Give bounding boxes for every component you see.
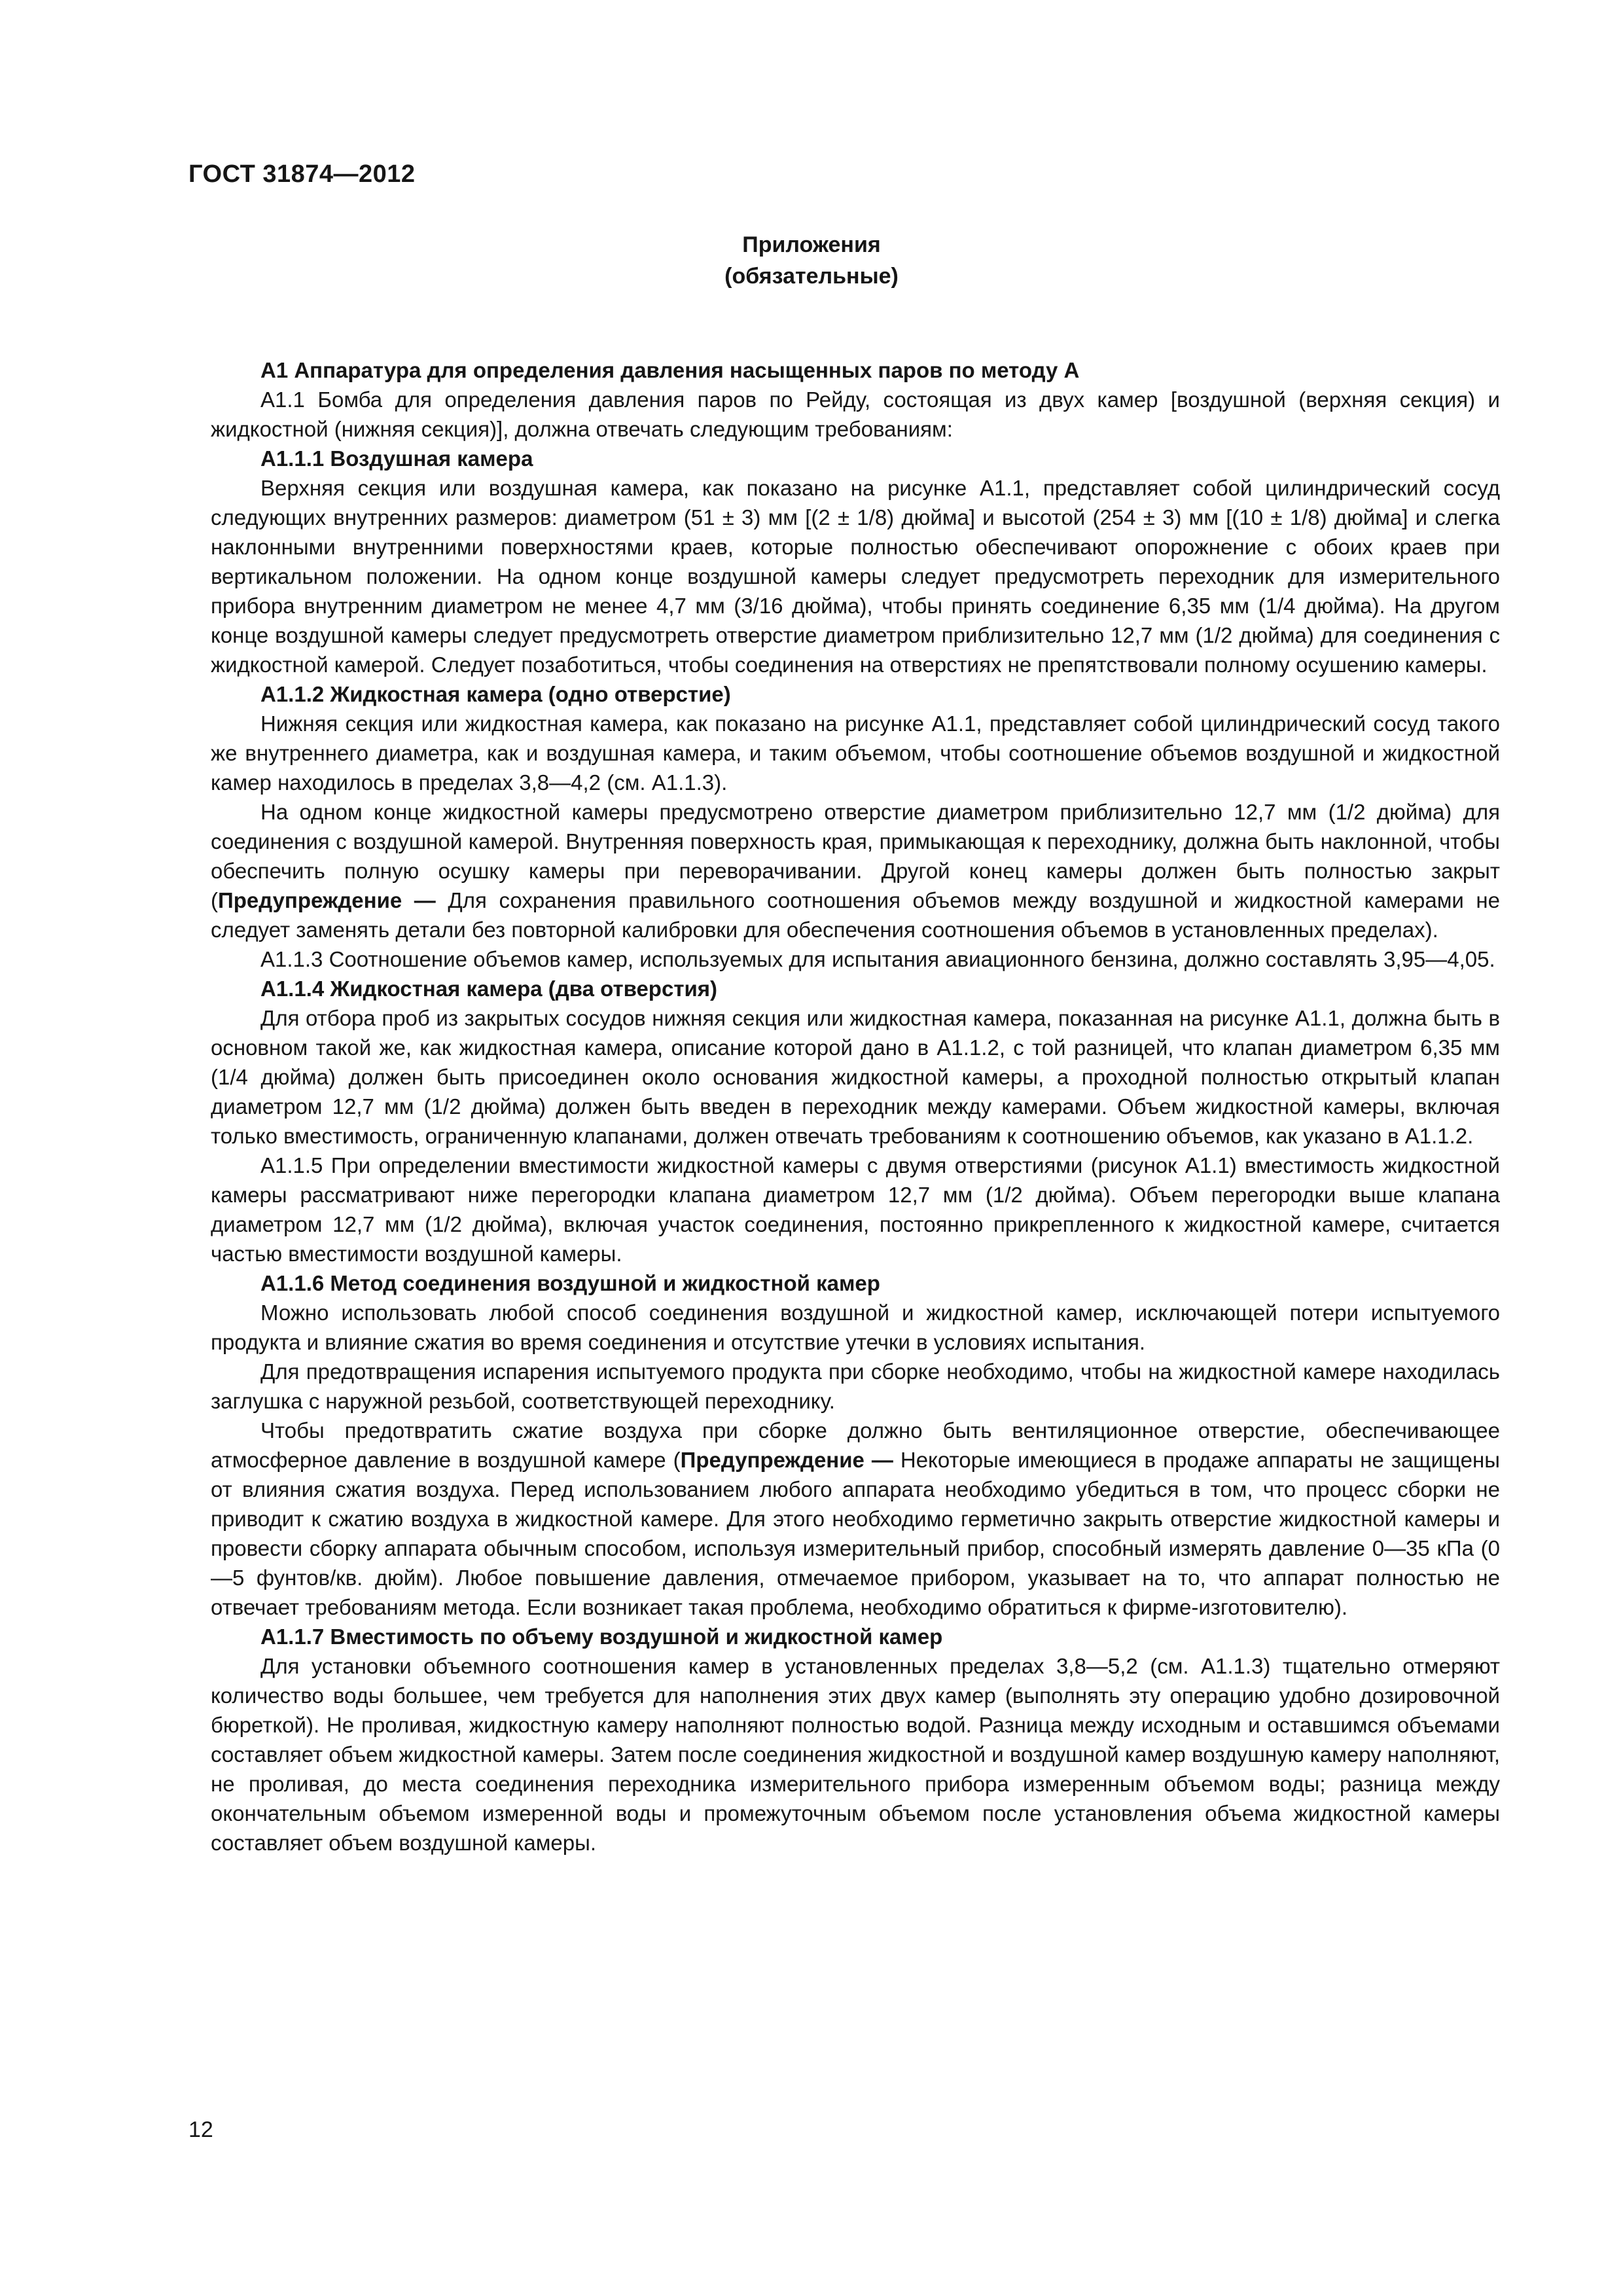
paragraph-a1-1-7: Для установки объемного соотношения камер в установленных пределах 3,8—5,2 (см. А1.1.3) тщательно отмеряют количество воды большее, чем требуется для наполнения этих двух камер (выполнять эту операцию удобно дозировочной бюреткой). Не проливая, жидкостную камеру наполняют полностью водой. Разница между исходным и оставшимся объемами составляет объем жидкостной камеры. Затем после соединения жидкостной и воздушной камер воздушную камеру наполняют, не проливая, до места соединения переходника измерительного прибора измеренным объемом воды; разница между окончательным объемом измеренной воды и промежуточным объемом после установления объема жидкостной камеры составляет объем воздушной камеры.	[211, 1654, 1500, 1855]
text-part: Чтобы предотвратить сжатие воздуха при сборке должно быть вентиляционное отверстие, обеспечивающее атмосферное давление в воздушной камере (	[211, 1418, 1500, 1472]
page-number: 12	[188, 2117, 213, 2142]
warning-label: Предупреждение —	[218, 888, 436, 912]
heading-a1-1-2: А1.1.2 Жидкостная камера (одно отверстие)	[260, 682, 731, 706]
paragraph-a1-1-2-first: Нижняя секция или жидкостная камера, как показано на рисунке А1.1, представляет собой цилиндрический сосуд такого же внутреннего диаметра, как и воздушная камера, и таким объемом, чтобы соотношение объемов воздушной и жидкостной камер находилось в пределах 3,8—4,2 (см. А1.1.3).	[211, 711, 1500, 795]
text-part: На одном конце жидкостной камеры предусмотрено отверстие диаметром приблизительно 12,7 мм (1/2 дюйма) для соединения с воздушной камерой. Внутренняя поверхность края, примыкающая к переходнику, должна быть наклонной, чтобы обеспечить полную осушку камеры при переворачивании. Другой конец камеры должен быть полностью закрыт (	[211, 800, 1500, 912]
appendix-title: Приложения	[742, 232, 881, 257]
document-body	[211, 355, 1500, 1857]
paragraph-a1-1-6-third	[211, 1416, 1500, 1622]
paragraph-a1-1-4: Для отбора проб из закрытых сосудов нижняя секция или жидкостная камера, показанная на рисунке А1.1, должна быть в основном такой же, как жидкостная камера, описание которой дано в А1.1.2, с той разницей, что клапан диаметром 6,35 мм (1/4 дюйма) должен быть присоединен около основания жидкостной камеры, а проходной полностью открытый клапан диаметром 12,7 мм (1/2 дюйма) должен быть введен в переходник между камерами. Объем жидкостной камеры, включая только вместимость, ограниченную клапанами, должен отвечать требованиям к соотношению объемов, как указано в А1.1.2.	[211, 1006, 1500, 1148]
paragraph-a1-1-6-first: Можно использовать любой способ соединения воздушной и жидкостной камер, исключающей потери испытуемого продукта и влияние сжатия во время соединения и отсутствие утечки в условиях испытания.	[211, 1300, 1500, 1354]
text-part: Некоторые имеющиеся в продаже аппараты не защищены от влияния сжатия воздуха. Перед использованием любого аппарата необходимо убедиться в том, что процесс сборки не приводит к сжатию воздуха в жидкостной камере. Для этого необходимо герметично закрыть отверстие жидкостной камеры и провести сборку аппарата обычным способом, используя измерительный прибор, способный измерять давление 0—35 кПа (0—5 фунтов/кв. дюйм). Любое повышение давления, отмечаемое прибором, указывает на то, что аппарат полностью не отвечает требованиям метода. Если возникает такая проблема, необходимо обратиться к фирме-изготовителю).	[211, 1448, 1500, 1619]
document-code: ГОСТ 31874—2012	[188, 160, 416, 188]
warning-label: Предупреждение —	[680, 1448, 893, 1472]
heading-a1-1-7: А1.1.7 Вместимость по объему воздушной и жидкостной камер	[260, 1624, 943, 1649]
section-a1-heading: А1 Аппаратура для определения давления насыщенных паров по методу А	[260, 358, 1080, 382]
paragraph-a1-1-3: А1.1.3 Соотношение объемов камер, используемых для испытания авиационного бензина, должно составлять 3,95—4,05.	[260, 947, 1495, 971]
paragraph-a1-1-5: А1.1.5 При определении вместимости жидкостной камеры с двумя отверстиями (рисунок А1.1) вместимость жидкостной камеры рассматривают ниже перегородки клапана диаметром 12,7 мм (1/2 дюйма). Объем перегородки выше клапана диаметром 12,7 мм (1/2 дюйма), включая участок соединения, постоянно прикрепленного к жидкостной камере, считается частью вместимости воздушной камеры.	[211, 1153, 1500, 1266]
text-part: Для сохранения правильного соотношения объемов между воздушной и жидкостной камерами не следует заменять детали без повторной калибровки для обеспечения соотношения объемов в установленных пределах).	[211, 888, 1500, 942]
heading-a1-1-1: А1.1.1 Воздушная камера	[260, 446, 533, 471]
paragraph-a1-1-6-second: Для предотвращения испарения испытуемого продукта при сборке необходимо, чтобы на жидкостной камере находилась заглушка с наружной резьбой, соответствующей переходнику.	[211, 1359, 1500, 1413]
appendix-heading	[0, 229, 1623, 292]
paragraph-a1-1-2-second	[211, 797, 1500, 944]
heading-a1-1-4: А1.1.4 Жидкостная камера (два отверстия)	[260, 977, 718, 1001]
paragraph-a1-1-1: Верхняя секция или воздушная камера, как показано на рисунке А1.1, представляет собой цилиндрический сосуд следующих внутренних размеров: диаметром (51 ± 3) мм [(2 ± 1/8) дюйма] и высотой (254 ± 3) мм [(10 ± 1/8) дюйма] и слегка наклонными внутренними поверхностями краев, которые полностью обеспечивают опорожнение с обоих краев при вертикальном положении. На одном конце воздушной камеры следует предусмотреть переходник для измерительного прибора внутренним диаметром не менее 4,7 мм (3/16 дюйма), чтобы принять соединение 6,35 мм (1/4 дюйма). На другом конце воздушной камеры следует предусмотреть отверстие диаметром приблизительно 12,7 мм (1/2 дюйма) для соединения с жидкостной камерой. Следует позаботиться, чтобы соединения на отверстиях не препятствовали полному осушению камеры.	[211, 476, 1500, 677]
appendix-subtitle: (обязательные)	[724, 264, 899, 289]
paragraph-a1-1: А1.1 Бомба для определения давления паров по Рейду, состоящая из двух камер [воздушной (верхняя секция) и жидкостной (нижняя секция)], должна отвечать следующим требованиям:	[211, 387, 1500, 441]
heading-a1-1-6: А1.1.6 Метод соединения воздушной и жидкостной камер	[260, 1271, 880, 1295]
